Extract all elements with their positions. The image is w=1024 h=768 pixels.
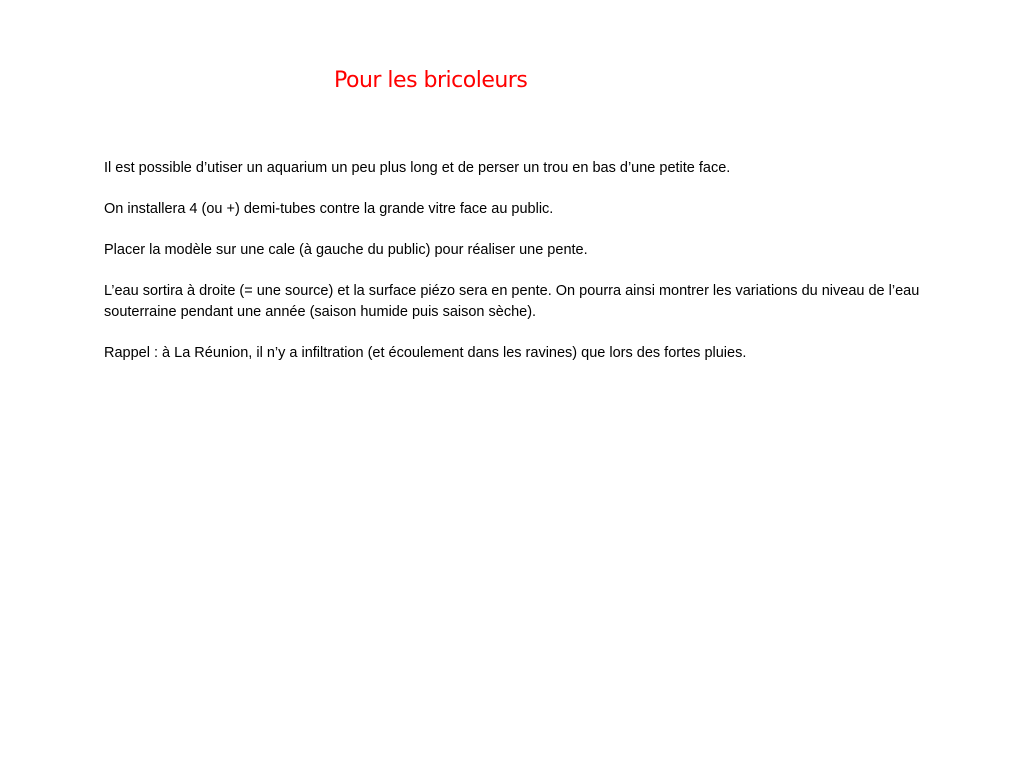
- paragraph-cale: Placer la modèle sur une cale (à gauche du public) pour réaliser une pente.: [104, 242, 588, 258]
- slide-title: Pour les bricoleurs: [334, 68, 528, 93]
- paragraph-source: L’eau sortira à droite (= une source) et la surface piézo sera en pente. On pourra ainsi montrer les variations du niveau de l’eau souterraine pendant une année (saison humide puis saison sèche).: [104, 283, 920, 320]
- slide-body: [104, 158, 934, 384]
- paragraph-demi-tubes: On installera 4 (ou +) demi-tubes contre la grande vitre face au public.: [104, 201, 554, 217]
- paragraph-aquarium: Il est possible d’utiser un aquarium un peu plus long et de perser un trou en bas d’une petite face.: [104, 160, 731, 176]
- paragraph-rappel: Rappel : à La Réunion, il n’y a infiltration (et écoulement dans les ravines) que lors des fortes pluies.: [104, 345, 747, 361]
